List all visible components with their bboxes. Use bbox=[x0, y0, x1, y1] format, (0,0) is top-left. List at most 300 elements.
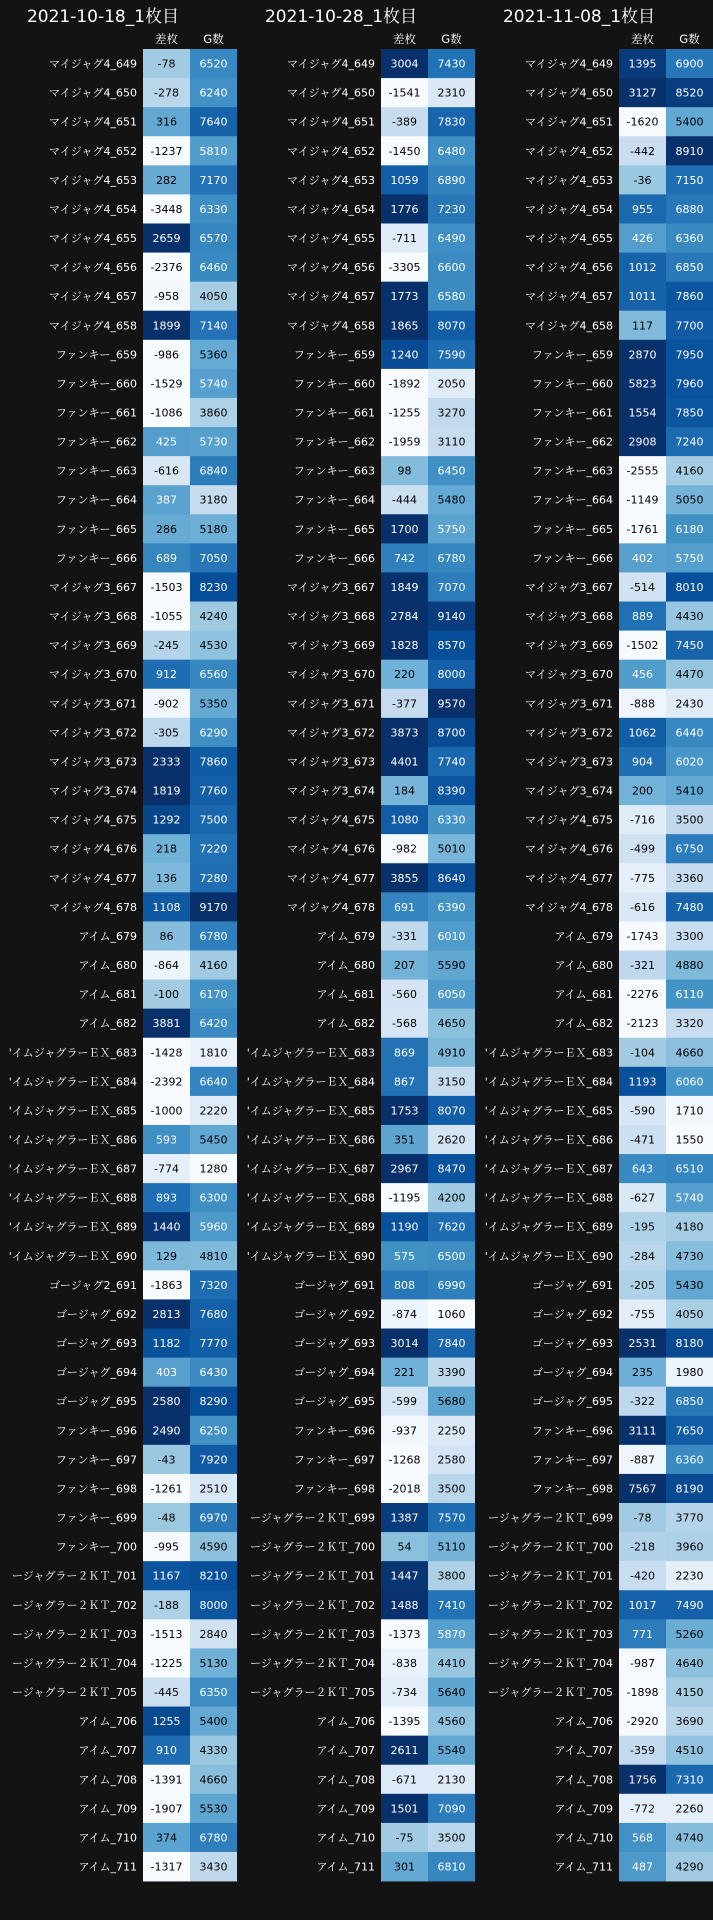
row-label: ファンキー_699 bbox=[55, 1511, 137, 1525]
cell-value: -1000 bbox=[150, 1104, 183, 1118]
row-label: アイム_680 bbox=[554, 959, 613, 973]
cell-value: 6520 bbox=[199, 57, 228, 71]
cell-value: 3360 bbox=[675, 871, 704, 885]
cell-value: 3873 bbox=[390, 726, 419, 740]
cell-value: -278 bbox=[154, 86, 179, 100]
cell-value: -1513 bbox=[150, 1627, 183, 1641]
cell-value: 6060 bbox=[675, 1075, 704, 1089]
cell-value: 4160 bbox=[675, 464, 704, 478]
row-label: マイジャグ4_654 bbox=[286, 202, 375, 216]
cell-value: 1387 bbox=[390, 1511, 419, 1525]
cell-value: 5410 bbox=[675, 784, 704, 798]
cell-value: -590 bbox=[630, 1104, 655, 1118]
cell-value: 7950 bbox=[675, 348, 704, 362]
cell-value: 282 bbox=[156, 173, 177, 187]
cell-value: 6110 bbox=[675, 988, 704, 1002]
row-label: ファンキー_661 bbox=[531, 406, 613, 420]
row-label: マイジャグ4_649 bbox=[48, 57, 137, 71]
row-label: アイム_710 bbox=[554, 1831, 613, 1845]
cell-value: 54 bbox=[397, 1540, 412, 1554]
row-label: マイジャグ4_678 bbox=[524, 900, 613, 914]
row-label: 'イムジャグラーＥＸ_685 bbox=[246, 1104, 375, 1118]
cell-value: 220 bbox=[394, 668, 415, 682]
cell-value: 6180 bbox=[675, 522, 704, 536]
cell-value: 7590 bbox=[437, 348, 466, 362]
cell-value: 2430 bbox=[675, 697, 704, 711]
cell-value: 403 bbox=[156, 1366, 177, 1380]
cell-value: -599 bbox=[392, 1395, 417, 1409]
cell-value: 3855 bbox=[390, 871, 419, 885]
cell-value: -48 bbox=[157, 1511, 176, 1525]
row-label: ファンキー_696 bbox=[55, 1424, 137, 1438]
row-label: 'イムジャグラーＥＸ_689 bbox=[8, 1220, 137, 1234]
cell-value: 4650 bbox=[437, 1017, 466, 1031]
row-label: マイジャグ4_653 bbox=[524, 173, 613, 187]
row-label: ファンキー_697 bbox=[531, 1453, 613, 1467]
cell-value: 5810 bbox=[199, 144, 228, 158]
cell-value: 5400 bbox=[199, 1715, 228, 1729]
cell-value: 6240 bbox=[199, 86, 228, 100]
cell-value: 1292 bbox=[152, 813, 181, 827]
cell-value: 117 bbox=[632, 319, 653, 333]
row-label: アイム_710 bbox=[78, 1831, 137, 1845]
row-label: ファンキー_663 bbox=[293, 464, 375, 478]
cell-value: 218 bbox=[156, 842, 177, 856]
cell-value: 6900 bbox=[675, 57, 704, 71]
cell-value: -568 bbox=[392, 1017, 417, 1031]
row-label: マイジャグ3_668 bbox=[286, 610, 375, 624]
row-label: ファンキー_665 bbox=[293, 522, 375, 536]
cell-value: 8070 bbox=[437, 1104, 466, 1118]
column-header: G数 bbox=[679, 32, 700, 46]
cell-value: 6420 bbox=[199, 1017, 228, 1031]
cell-value: 351 bbox=[394, 1133, 415, 1147]
cell-value: 184 bbox=[394, 784, 415, 798]
cell-value: 1059 bbox=[390, 173, 419, 187]
cell-value: 286 bbox=[156, 522, 177, 536]
cell-value: 6560 bbox=[199, 668, 228, 682]
cell-value: -305 bbox=[154, 726, 179, 740]
row-label: マイジャグ4_658 bbox=[524, 319, 613, 333]
cell-value: 7960 bbox=[675, 377, 704, 391]
cell-value: 8470 bbox=[437, 1162, 466, 1176]
cell-value: 6440 bbox=[675, 726, 704, 740]
row-label: ージャグラー２ＫＴ_699 bbox=[487, 1511, 613, 1525]
cell-value: 2659 bbox=[152, 232, 181, 246]
cell-value: -43 bbox=[157, 1453, 176, 1467]
cell-value: 1753 bbox=[390, 1104, 419, 1118]
cell-value: -78 bbox=[157, 57, 176, 71]
row-label: ージャグラー２ＫＴ_700 bbox=[487, 1540, 613, 1554]
cell-value: 912 bbox=[156, 668, 177, 682]
cell-value: 643 bbox=[632, 1162, 653, 1176]
row-label: ゴージャグ_693 bbox=[293, 1337, 375, 1351]
cell-value: 7280 bbox=[199, 871, 228, 885]
row-label: マイジャグ3_667 bbox=[48, 580, 137, 594]
cell-value: 8910 bbox=[675, 144, 704, 158]
row-label: アイム_707 bbox=[78, 1744, 137, 1758]
row-label: マイジャグ4_653 bbox=[48, 173, 137, 187]
row-label: ージャグラー２ＫＴ_705 bbox=[487, 1686, 613, 1700]
cell-value: -2392 bbox=[150, 1075, 183, 1089]
cell-value: -958 bbox=[154, 290, 179, 304]
cell-value: 6890 bbox=[437, 173, 466, 187]
cell-value: 8000 bbox=[199, 1598, 228, 1612]
cell-value: -1761 bbox=[626, 522, 659, 536]
row-label: ファンキー_698 bbox=[293, 1482, 375, 1496]
cell-value: 7320 bbox=[199, 1278, 228, 1292]
row-label: ージャグラー２ＫＴ_701 bbox=[487, 1569, 613, 1583]
cell-value: 1190 bbox=[390, 1220, 419, 1234]
cell-value: 1865 bbox=[390, 319, 419, 333]
row-label: アイム_681 bbox=[316, 988, 375, 1002]
row-label: ファンキー_666 bbox=[55, 551, 137, 565]
cell-value: -445 bbox=[154, 1686, 179, 1700]
row-label: ージャグラー２ＫＴ_702 bbox=[249, 1598, 375, 1612]
cell-value: 6020 bbox=[675, 755, 704, 769]
cell-value: 7830 bbox=[437, 115, 466, 129]
cell-value: 1447 bbox=[390, 1569, 419, 1583]
cell-value: 5530 bbox=[199, 1802, 228, 1816]
cell-value: 7920 bbox=[199, 1453, 228, 1467]
cell-value: 7310 bbox=[675, 1773, 704, 1787]
cell-value: 1776 bbox=[390, 202, 419, 216]
row-label: マイジャグ4_656 bbox=[286, 261, 375, 275]
cell-value: 5130 bbox=[199, 1656, 228, 1670]
cell-value: 1899 bbox=[152, 319, 181, 333]
row-label: アイム_707 bbox=[316, 1744, 375, 1758]
cell-value: -671 bbox=[392, 1773, 417, 1787]
cell-value: 5540 bbox=[437, 1744, 466, 1758]
row-label: マイジャグ4_655 bbox=[524, 232, 613, 246]
cell-value: -734 bbox=[392, 1686, 417, 1700]
cell-value: 689 bbox=[156, 551, 177, 565]
row-label: ファンキー_666 bbox=[293, 551, 375, 565]
cell-value: 7220 bbox=[199, 842, 228, 856]
cell-value: -1959 bbox=[388, 435, 421, 449]
cell-value: 3430 bbox=[199, 1860, 228, 1874]
cell-value: 4290 bbox=[675, 1860, 704, 1874]
cell-value: -420 bbox=[630, 1569, 655, 1583]
cell-value: 2333 bbox=[152, 755, 181, 769]
cell-value: 5750 bbox=[437, 522, 466, 536]
cell-value: 4330 bbox=[199, 1744, 228, 1758]
cell-value: -100 bbox=[154, 988, 179, 1002]
cell-value: -711 bbox=[392, 232, 417, 246]
cell-value: 6480 bbox=[437, 144, 466, 158]
cell-value: -1907 bbox=[150, 1802, 183, 1816]
cell-value: 4240 bbox=[199, 610, 228, 624]
row-label: マイジャグ3_668 bbox=[48, 610, 137, 624]
cell-value: 1080 bbox=[390, 813, 419, 827]
cell-value: 8010 bbox=[675, 580, 704, 594]
cell-value: 1550 bbox=[675, 1133, 704, 1147]
row-label: ファンキー_700 bbox=[55, 1540, 137, 1554]
cell-value: 3500 bbox=[437, 1482, 466, 1496]
cell-value: 1773 bbox=[390, 290, 419, 304]
cell-value: 6990 bbox=[437, 1278, 466, 1292]
cell-value: 6580 bbox=[437, 290, 466, 304]
row-label: マイジャグ3_670 bbox=[286, 668, 375, 682]
cell-value: 2840 bbox=[199, 1627, 228, 1641]
cell-value: 316 bbox=[156, 115, 177, 129]
cell-value: -205 bbox=[630, 1278, 655, 1292]
row-label: 'イムジャグラーＥＸ_687 bbox=[484, 1162, 613, 1176]
row-label: マイジャグ4_658 bbox=[48, 319, 137, 333]
cell-value: 2230 bbox=[675, 1569, 704, 1583]
row-label: ゴージャグ_695 bbox=[531, 1395, 613, 1409]
row-label: ージャグラー２ＫＴ_703 bbox=[249, 1627, 375, 1641]
row-label: ファンキー_660 bbox=[531, 377, 613, 391]
row-label: ファンキー_660 bbox=[55, 377, 137, 391]
cell-value: 3800 bbox=[437, 1569, 466, 1583]
cell-value: -1503 bbox=[150, 580, 183, 594]
cell-value: 6880 bbox=[675, 202, 704, 216]
cell-value: 1280 bbox=[199, 1162, 228, 1176]
cell-value: 1012 bbox=[628, 261, 657, 275]
row-label: ゴージャグ_695 bbox=[55, 1395, 137, 1409]
row-label: マイジャグ3_669 bbox=[286, 639, 375, 653]
panel-title: 2021-11-08_1枚目 bbox=[502, 7, 656, 27]
row-label: ファンキー_663 bbox=[55, 464, 137, 478]
cell-value: 1810 bbox=[199, 1046, 228, 1060]
cell-value: -442 bbox=[630, 144, 655, 158]
cell-value: -775 bbox=[630, 871, 655, 885]
cell-value: 1062 bbox=[628, 726, 657, 740]
cell-value: -1428 bbox=[150, 1046, 183, 1060]
cell-value: 1828 bbox=[390, 639, 419, 653]
row-label: マイジャグ4_675 bbox=[524, 813, 613, 827]
cell-value: 98 bbox=[397, 464, 412, 478]
cell-value: 5870 bbox=[437, 1627, 466, 1641]
cell-value: 893 bbox=[156, 1191, 177, 1205]
row-label: ファンキー_664 bbox=[55, 493, 137, 507]
cell-value: 4590 bbox=[199, 1540, 228, 1554]
row-label: マイジャグ3_674 bbox=[286, 784, 375, 798]
cell-value: 4510 bbox=[675, 1744, 704, 1758]
cell-value: -864 bbox=[154, 959, 179, 973]
cell-value: -1373 bbox=[388, 1627, 421, 1641]
cell-value: 4640 bbox=[675, 1656, 704, 1670]
row-label: マイジャグ4_657 bbox=[48, 290, 137, 304]
cell-value: 1819 bbox=[152, 784, 181, 798]
row-label: 'イムジャグラーＥＸ_688 bbox=[246, 1191, 375, 1205]
row-label: ージャグラー２ＫＴ_701 bbox=[249, 1569, 375, 1583]
cell-value: 5823 bbox=[628, 377, 657, 391]
row-label: マイジャグ4_649 bbox=[524, 57, 613, 71]
row-label: マイジャグ3_671 bbox=[48, 697, 137, 711]
row-label: ージャグラー２ＫＴ_703 bbox=[487, 1627, 613, 1641]
row-label: ファンキー_664 bbox=[293, 493, 375, 507]
row-label: ージャグラー２ＫＴ_705 bbox=[249, 1686, 375, 1700]
row-label: 'イムジャグラーＥＸ_683 bbox=[8, 1046, 137, 1060]
cell-value: 8570 bbox=[437, 639, 466, 653]
row-label: ファンキー_661 bbox=[293, 406, 375, 420]
row-label: アイム_708 bbox=[78, 1773, 137, 1787]
row-label: マイジャグ4_676 bbox=[286, 842, 375, 856]
cell-value: 2260 bbox=[675, 1802, 704, 1816]
cell-value: 6460 bbox=[199, 261, 228, 275]
cell-value: 2490 bbox=[152, 1424, 181, 1438]
cell-value: -874 bbox=[392, 1307, 417, 1321]
cell-value: 4910 bbox=[437, 1046, 466, 1060]
cell-value: 4810 bbox=[199, 1249, 228, 1263]
row-label: 'イムジャグラーＥＸ_686 bbox=[484, 1133, 613, 1147]
cell-value: 7430 bbox=[437, 57, 466, 71]
cell-value: 7840 bbox=[437, 1337, 466, 1351]
cell-value: 301 bbox=[394, 1860, 415, 1874]
cell-value: 3127 bbox=[628, 86, 657, 100]
row-label: 'イムジャグラーＥＸ_687 bbox=[246, 1162, 375, 1176]
row-label: ファンキー_662 bbox=[55, 435, 137, 449]
cell-value: 3300 bbox=[675, 929, 704, 943]
row-label: マイジャグ4_677 bbox=[286, 871, 375, 885]
row-label: マイジャグ4_650 bbox=[48, 86, 137, 100]
cell-value: 6500 bbox=[437, 1249, 466, 1263]
row-label: ゴージャグ_691 bbox=[293, 1278, 375, 1292]
row-label: ゴージャグ2_691 bbox=[48, 1278, 137, 1292]
row-label: マイジャグ4_677 bbox=[524, 871, 613, 885]
row-label: ファンキー_663 bbox=[531, 464, 613, 478]
cell-value: 456 bbox=[632, 668, 653, 682]
cell-value: 6330 bbox=[437, 813, 466, 827]
cell-value: 4430 bbox=[675, 610, 704, 624]
cell-value: 5960 bbox=[199, 1220, 228, 1234]
row-label: マイジャグ4_675 bbox=[286, 813, 375, 827]
cell-value: 200 bbox=[632, 784, 653, 798]
cell-value: 3180 bbox=[199, 493, 228, 507]
row-label: ージャグラー２ＫＴ_701 bbox=[11, 1569, 137, 1583]
row-label: ゴージャグ_692 bbox=[531, 1307, 613, 1321]
cell-value: 402 bbox=[632, 551, 653, 565]
cell-value: 7170 bbox=[199, 173, 228, 187]
cell-value: 904 bbox=[632, 755, 653, 769]
row-label: マイジャグ4_655 bbox=[48, 232, 137, 246]
cell-value: 5480 bbox=[437, 493, 466, 507]
cell-value: 2580 bbox=[152, 1395, 181, 1409]
cell-value: 4530 bbox=[199, 639, 228, 653]
cell-value: 7450 bbox=[675, 639, 704, 653]
row-label: アイム_711 bbox=[554, 1860, 613, 1874]
cell-value: 1108 bbox=[152, 900, 181, 914]
cell-value: 2784 bbox=[390, 610, 419, 624]
cell-value: 6360 bbox=[675, 1453, 704, 1467]
panel-title: 2021-10-28_1枚目 bbox=[264, 7, 418, 27]
cell-value: 6780 bbox=[437, 551, 466, 565]
row-label: ゴージャグ_694 bbox=[55, 1366, 137, 1380]
column-header: G数 bbox=[441, 32, 462, 46]
row-label: マイジャグ3_669 bbox=[48, 639, 137, 653]
cell-value: -2018 bbox=[388, 1482, 421, 1496]
cell-value: 3500 bbox=[437, 1831, 466, 1845]
cell-value: -1055 bbox=[150, 610, 183, 624]
row-label: ファンキー_698 bbox=[531, 1482, 613, 1496]
cell-value: -1391 bbox=[150, 1773, 183, 1787]
cell-value: 3770 bbox=[675, 1511, 704, 1525]
cell-value: 3960 bbox=[675, 1540, 704, 1554]
row-label: ゴージャグ_691 bbox=[531, 1278, 613, 1292]
column-header: 差枚 bbox=[631, 32, 654, 46]
cell-value: -195 bbox=[630, 1220, 655, 1234]
cell-value: 1060 bbox=[437, 1307, 466, 1321]
row-label: 'イムジャグラーＥＸ_686 bbox=[246, 1133, 375, 1147]
cell-value: 955 bbox=[632, 202, 653, 216]
row-label: ゴージャグ_692 bbox=[55, 1307, 137, 1321]
cell-value: 4150 bbox=[675, 1686, 704, 1700]
cell-value: 1440 bbox=[152, 1220, 181, 1234]
cell-value: 1710 bbox=[675, 1104, 704, 1118]
cell-value: -1898 bbox=[626, 1686, 659, 1700]
cell-value: 221 bbox=[394, 1366, 415, 1380]
cell-value: 2531 bbox=[628, 1337, 657, 1351]
cell-value: -284 bbox=[630, 1249, 655, 1263]
cell-value: 2870 bbox=[628, 348, 657, 362]
cell-value: 869 bbox=[394, 1046, 415, 1060]
cell-value: 6010 bbox=[437, 929, 466, 943]
row-label: ージャグラー２ＫＴ_699 bbox=[249, 1511, 375, 1525]
cell-value: 1756 bbox=[628, 1773, 657, 1787]
cell-value: 5680 bbox=[437, 1395, 466, 1409]
row-label: 'イムジャグラーＥＸ_684 bbox=[246, 1075, 375, 1089]
row-label: ファンキー_697 bbox=[293, 1453, 375, 1467]
cell-value: 3150 bbox=[437, 1075, 466, 1089]
cell-value: 7850 bbox=[675, 406, 704, 420]
row-label: マイジャグ3_668 bbox=[524, 610, 613, 624]
cell-value: 6970 bbox=[199, 1511, 228, 1525]
cell-value: 1240 bbox=[390, 348, 419, 362]
cell-value: 6840 bbox=[199, 464, 228, 478]
cell-value: 1255 bbox=[152, 1715, 181, 1729]
cell-value: 1182 bbox=[152, 1337, 181, 1351]
row-label: マイジャグ4_678 bbox=[286, 900, 375, 914]
cell-value: 7700 bbox=[675, 319, 704, 333]
cell-value: 1980 bbox=[675, 1366, 704, 1380]
row-label: マイジャグ3_672 bbox=[48, 726, 137, 740]
row-label: マイジャグ4_652 bbox=[48, 144, 137, 158]
cell-value: 6360 bbox=[675, 232, 704, 246]
row-label: ファンキー_665 bbox=[55, 522, 137, 536]
cell-value: 889 bbox=[632, 610, 653, 624]
cell-value: -331 bbox=[392, 929, 417, 943]
row-label: ージャグラー２ＫＴ_704 bbox=[487, 1656, 613, 1670]
row-label: アイム_682 bbox=[316, 1017, 375, 1031]
cell-value: 8180 bbox=[675, 1337, 704, 1351]
cell-value: 5010 bbox=[437, 842, 466, 856]
row-label: マイジャグ4_653 bbox=[286, 173, 375, 187]
cell-value: 6510 bbox=[675, 1162, 704, 1176]
cell-value: 1849 bbox=[390, 580, 419, 594]
cell-value: 6810 bbox=[437, 1860, 466, 1874]
cell-value: 5050 bbox=[675, 493, 704, 507]
row-label: マイジャグ3_670 bbox=[524, 668, 613, 682]
row-label: マイジャグ4_677 bbox=[48, 871, 137, 885]
row-label: マイジャグ4_658 bbox=[286, 319, 375, 333]
cell-value: -1268 bbox=[388, 1453, 421, 1467]
cell-value: 6450 bbox=[437, 464, 466, 478]
row-label: マイジャグ3_673 bbox=[524, 755, 613, 769]
cell-value: -1261 bbox=[150, 1482, 183, 1496]
cell-value: 8070 bbox=[437, 319, 466, 333]
cell-value: 6600 bbox=[437, 261, 466, 275]
row-label: マイジャグ4_676 bbox=[48, 842, 137, 856]
cell-value: 6050 bbox=[437, 988, 466, 1002]
row-label: アイム_709 bbox=[554, 1802, 613, 1816]
cell-value: 4660 bbox=[199, 1773, 228, 1787]
cell-value: 136 bbox=[156, 871, 177, 885]
cell-value: 5260 bbox=[675, 1627, 704, 1641]
cell-value: -1502 bbox=[626, 639, 659, 653]
cell-value: 86 bbox=[159, 929, 174, 943]
